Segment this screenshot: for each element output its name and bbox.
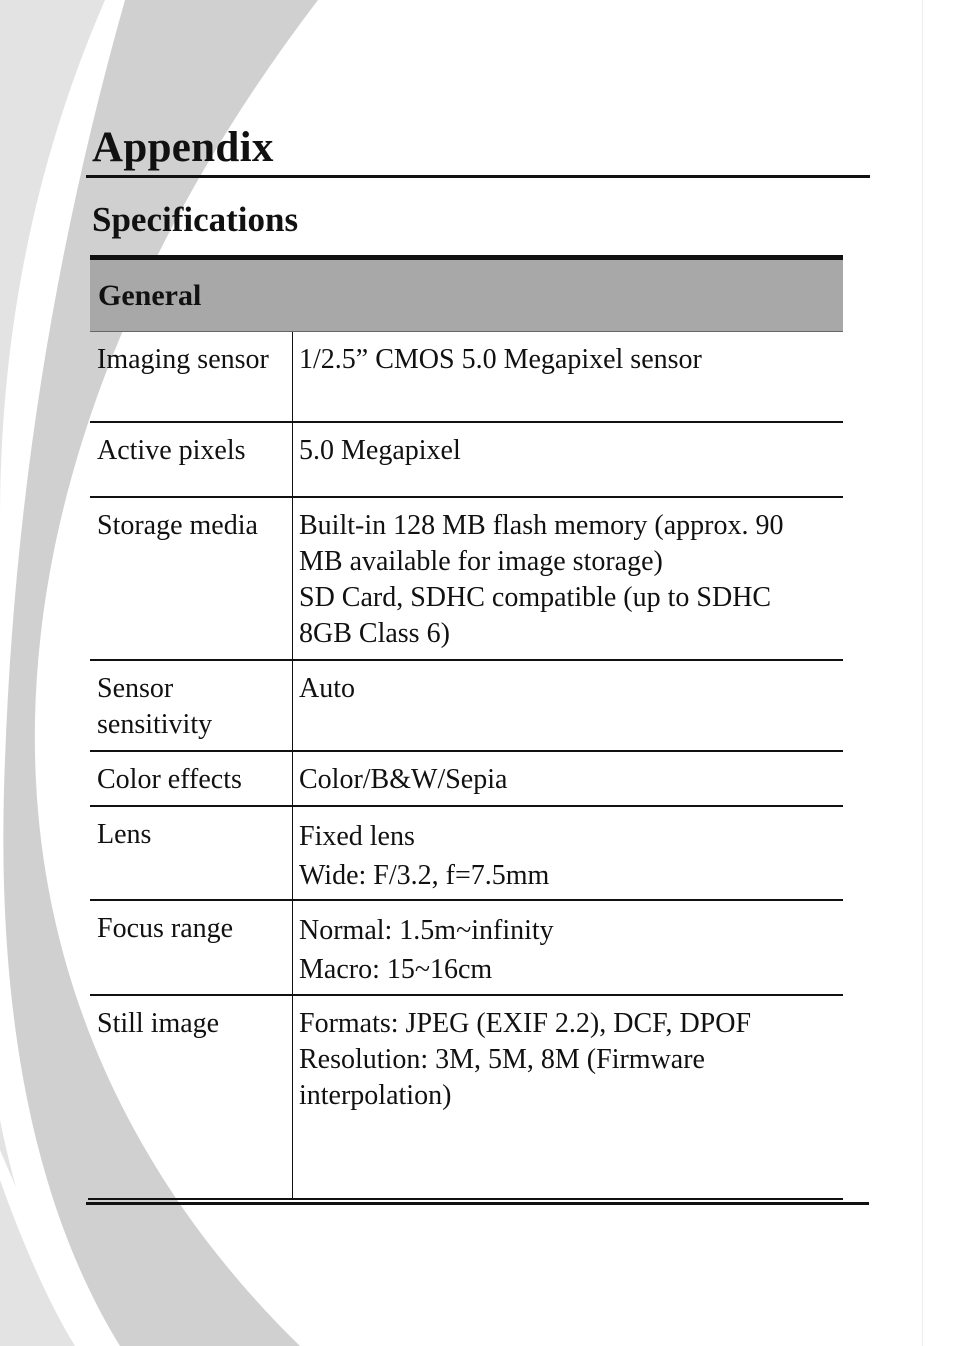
spec-value-line: Auto [299, 673, 355, 704]
page-title: Appendix [92, 124, 274, 171]
table-row [90, 661, 843, 752]
spec-label: Still image [97, 1008, 220, 1039]
spec-value [299, 433, 839, 469]
spec-label: Color effects [97, 764, 242, 795]
table-row [90, 332, 843, 423]
spec-value-line: Formats: JPEG (EXIF 2.2), DCF, DPOF [299, 1008, 752, 1039]
spec-value [299, 342, 839, 378]
spec-value-line: Resolution: 3M, 5M, 8M (Firmware [299, 1044, 705, 1075]
spec-value-line: 1/2.5” CMOS 5.0 Megapixel sensor [299, 344, 702, 375]
spec-label: Lens [97, 819, 152, 850]
spec-value-line: interpolation) [299, 1080, 452, 1111]
spec-value-line: SD Card, SDHC compatible (up to SDHC [299, 582, 772, 613]
spec-value [299, 817, 839, 895]
section-header-label: General [98, 279, 202, 312]
section-title: Specifications [92, 200, 299, 239]
table-column-divider [292, 332, 293, 1200]
spec-label: Imaging sensor [97, 344, 269, 375]
page-edge-line [922, 0, 923, 1346]
spec-value-line: Macro: 15~16cm [299, 954, 493, 985]
table-row [90, 423, 843, 498]
spec-label: Focus range [97, 913, 234, 944]
table-row [90, 807, 843, 901]
table-row [90, 752, 843, 807]
spec-value [299, 911, 839, 989]
spec-value-line: Wide: F/3.2, f=7.5mm [299, 860, 550, 891]
table-row [90, 996, 843, 1198]
table-row [90, 498, 843, 661]
spec-value-line: MB available for image storage) [299, 546, 663, 577]
spec-value [299, 508, 839, 652]
spec-value-line: Built-in 128 MB flash memory (approx. 90 [299, 510, 784, 541]
spec-label: Sensor sensitivity [97, 673, 213, 740]
table-bottom-rule [88, 1198, 843, 1200]
spec-value-line: Normal: 1.5m~infinity [299, 915, 554, 946]
spec-value-line: Color/B&W/Sepia [299, 764, 508, 795]
spec-value [299, 671, 839, 707]
spec-label: Storage media [97, 510, 258, 541]
spec-label: Active pixels [97, 435, 246, 466]
spec-value [299, 1006, 839, 1114]
spec-value [299, 762, 839, 798]
table-section-header [90, 260, 843, 332]
spec-value-line: 5.0 Megapixel [299, 435, 461, 466]
title-underline [86, 175, 870, 178]
table-row [90, 901, 843, 996]
page-bottom-rule [86, 1202, 869, 1205]
spec-value-line: 8GB Class 6) [299, 618, 450, 649]
spec-value-line: Fixed lens [299, 821, 415, 852]
